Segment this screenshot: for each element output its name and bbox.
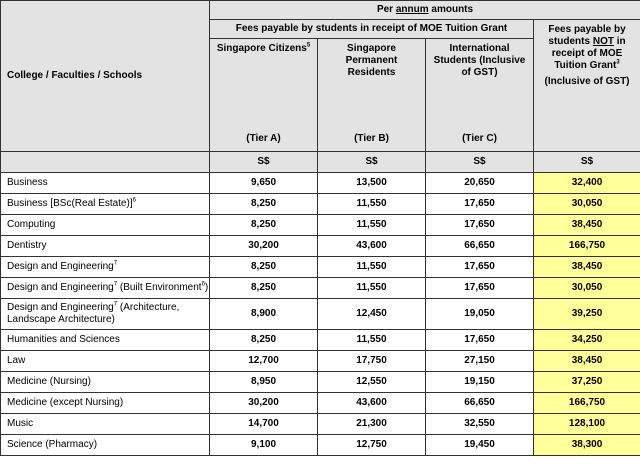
college-name-cell: Design and Engineering$^7$ [1, 257, 210, 278]
table-row [1, 257, 640, 278]
currency-label: S$ [210, 152, 318, 173]
tier-b-fee-cell: 11,550 [318, 257, 426, 278]
tier-b-fee-cell: 17,750 [318, 351, 426, 372]
tier-b-fee-cell: 21,300 [318, 414, 426, 435]
tier-c-fee-cell: 19,150 [426, 372, 534, 393]
per-annum-prefix: Per [376, 4, 396, 15]
table-row [1, 215, 640, 236]
table-row [1, 194, 640, 215]
tier-b-fee-cell: 12,450 [318, 299, 426, 330]
tier-a-fee-cell: 30,200 [210, 393, 318, 414]
tier-a-fee-cell: 12,700 [210, 351, 318, 372]
tier-a-fee-cell: 8,250 [210, 278, 318, 299]
table-row [1, 351, 640, 372]
tier-b-column-header [318, 39, 426, 152]
tier-b-label: (Tier B) [354, 133, 389, 144]
currency-label: S$ [534, 152, 640, 173]
tier-c-title: International Students (Inclusive of GST) [433, 43, 526, 78]
college-name-cell: Humanities and Sciences [1, 330, 210, 351]
table-row [1, 330, 640, 351]
tier-b-fee-cell: 11,550 [318, 194, 426, 215]
tier-a-fee-cell: 14,700 [210, 414, 318, 435]
college-name-cell: Computing [1, 215, 210, 236]
table-row [1, 414, 640, 435]
college-column-header [1, 1, 210, 152]
non-moe-fee-cell: 38,450 [534, 351, 640, 372]
tier-c-fee-cell: 66,650 [426, 393, 534, 414]
per-annum-header [210, 1, 640, 20]
tier-b-fee-cell: 43,600 [318, 236, 426, 257]
tier-b-fee-cell: 11,550 [318, 215, 426, 236]
non-moe-fee-cell: 38,300 [534, 435, 640, 456]
tier-a-label: (Tier A) [246, 133, 281, 144]
college-name-cell: Business [1, 173, 210, 194]
table-row [1, 393, 640, 414]
tier-c-fee-cell: 17,650 [426, 215, 534, 236]
non-moe-fee-cell: 30,050 [534, 278, 640, 299]
tier-a-fee-cell: 8,900 [210, 299, 318, 330]
college-name-cell: Design and Engineering$^7$ (Built Environment$^6$) [1, 278, 210, 299]
college-name-cell: Music [1, 414, 210, 435]
moe-grant-group-header [210, 20, 534, 39]
tier-c-fee-cell: 19,050 [426, 299, 534, 330]
tier-c-label: (Tier C) [462, 133, 497, 144]
non-moe-fee-cell: 39,250 [534, 299, 640, 330]
non-moe-fee-cell: 30,050 [534, 194, 640, 215]
table-row [1, 173, 640, 194]
moe-grant-group-label: Fees payable by students in receipt of MOE Tuition Grant [235, 23, 508, 34]
tier-c-fee-cell: 17,650 [426, 194, 534, 215]
college-name-cell: Law [1, 351, 210, 372]
tier-a-fee-cell: 9,650 [210, 173, 318, 194]
fee-rows [1, 173, 640, 456]
non-moe-column-title: Fees payable by students NOT in receipt of MOE Tuition Grant$^3$ [548, 24, 626, 71]
tier-c-fee-cell: 27,150 [426, 351, 534, 372]
non-moe-fee-cell: 32,400 [534, 173, 640, 194]
non-moe-column-header [534, 20, 640, 152]
tier-c-fee-cell: 32,550 [426, 414, 534, 435]
table-row [1, 435, 640, 456]
per-annum-underlined: annum [395, 4, 429, 15]
tier-c-fee-cell: 17,650 [426, 330, 534, 351]
non-moe-gst-note: (Inclusive of GST) [544, 76, 630, 87]
non-moe-fee-cell: 38,450 [534, 215, 640, 236]
college-name-cell: Design and Engineering$^7$ (Architecture, Landscape Architecture) [1, 299, 210, 330]
per-annum-suffix: amounts [428, 4, 474, 15]
college-name-cell: Dentistry [1, 236, 210, 257]
table-row [1, 236, 640, 257]
non-moe-fee-cell: 128,100 [534, 414, 640, 435]
currency-label: S$ [426, 152, 534, 173]
tier-c-fee-cell: 20,650 [426, 173, 534, 194]
currency-label: S$ [318, 152, 426, 173]
non-moe-fee-cell: 38,450 [534, 257, 640, 278]
tier-b-fee-cell: 11,550 [318, 330, 426, 351]
table-row [1, 278, 640, 299]
table-row [1, 299, 640, 330]
college-name-cell: Medicine (except Nursing) [1, 393, 210, 414]
tier-b-title: Singapore Permanent Residents [345, 43, 398, 78]
non-moe-fee-cell: 37,250 [534, 372, 640, 393]
currency-row-blank [1, 152, 210, 173]
tier-a-fee-cell: 8,250 [210, 215, 318, 236]
tier-c-fee-cell: 17,650 [426, 278, 534, 299]
college-name-cell: Science (Pharmacy) [1, 435, 210, 456]
tier-c-fee-cell: 19,450 [426, 435, 534, 456]
tier-a-column-header [210, 39, 318, 152]
tier-a-fee-cell: 8,250 [210, 330, 318, 351]
tier-a-fee-cell: 8,950 [210, 372, 318, 393]
tier-a-fee-cell: 9,100 [210, 435, 318, 456]
tier-b-fee-cell: 12,550 [318, 372, 426, 393]
tier-b-fee-cell: 12,750 [318, 435, 426, 456]
tier-b-fee-cell: 13,500 [318, 173, 426, 194]
tier-a-fee-cell: 8,250 [210, 257, 318, 278]
college-name-cell: Business [BSc(Real Estate)]$^6$ [1, 194, 210, 215]
table-row [1, 372, 640, 393]
non-moe-fee-cell: 166,750 [534, 236, 640, 257]
tier-c-fee-cell: 66,650 [426, 236, 534, 257]
tier-c-column-header [426, 39, 534, 152]
college-name-cell: Medicine (Nursing) [1, 372, 210, 393]
non-moe-fee-cell: 34,250 [534, 330, 640, 351]
tier-c-fee-cell: 17,650 [426, 257, 534, 278]
tier-a-fee-cell: 8,250 [210, 194, 318, 215]
non-moe-fee-cell: 166,750 [534, 393, 640, 414]
tier-a-title: Singapore Citizens$^5$ [216, 42, 311, 54]
tier-b-fee-cell: 11,550 [318, 278, 426, 299]
tier-a-fee-cell: 30,200 [210, 236, 318, 257]
college-column-label: College / Faculties / Schools [7, 70, 143, 81]
tier-b-fee-cell: 43,600 [318, 393, 426, 414]
